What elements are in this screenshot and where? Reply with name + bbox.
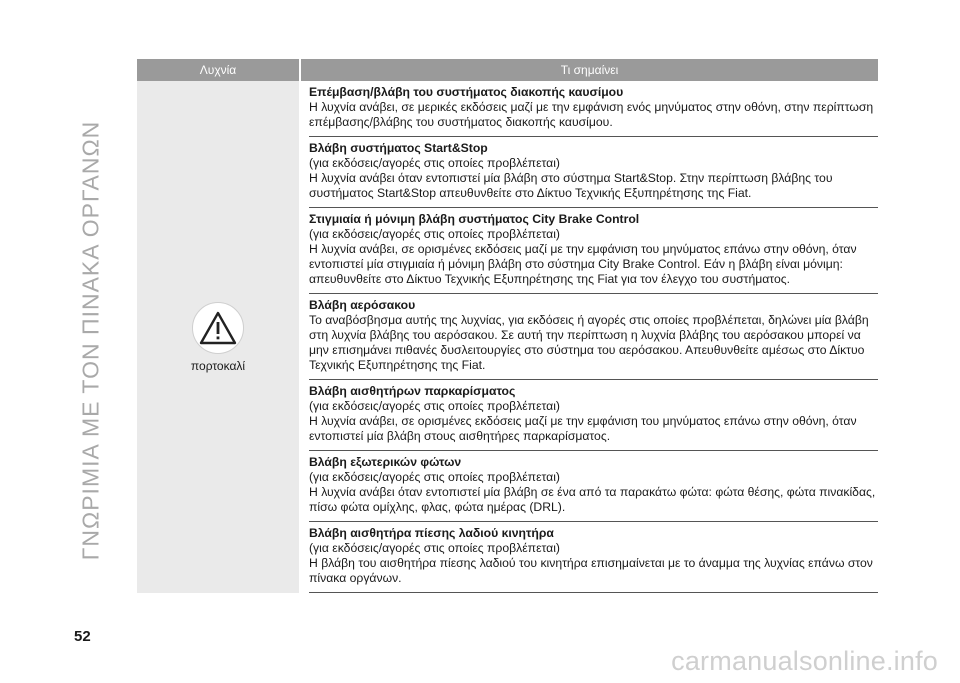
entry-note: (για εκδόσεις/αγορές στις οποίες προβλέπεται) (309, 541, 560, 555)
table-header (137, 59, 878, 81)
meaning-cell (299, 81, 878, 593)
entry (309, 294, 878, 380)
entry (309, 81, 878, 137)
lamp-color-label: πορτοκαλί (190, 358, 246, 373)
entry-text: Η βλάβη του αισθητήρα πίεσης λαδιού του κινητήρα επισημαίνεται με το άναμμα της λυχνίας επάνω στον πίνακα οργάνων. (309, 556, 873, 585)
side-chapter-title-text: ΓΝΩΡΙΜΙΑ ΜΕ ΤΟΝ ΠΙΝΑΚΑ ΟΡΓΑΝΩΝ (77, 120, 104, 560)
header-meaning: Τι σημαίνει (560, 63, 619, 77)
entry-note: (για εκδόσεις/αγορές στις οποίες προβλέπεται) (309, 156, 560, 170)
side-chapter-title (56, 40, 126, 640)
table-body (137, 81, 878, 593)
entry-note: (για εκδόσεις/αγορές στις οποίες προβλέπεται) (309, 227, 560, 241)
entry-title: Βλάβη αισθητήρων παρκαρίσματος (309, 384, 516, 398)
page-number: 52 (74, 628, 91, 645)
entry (309, 522, 878, 593)
entry-text: Η λυχνία ανάβει, σε μερικές εκδόσεις μαζί με την εμφάνιση ενός μηνύματος στην οθόνη, στην περίπτωση επέμβασης/βλάβης του συστήματος διακοπής καυσίμου. (309, 100, 874, 129)
entry (309, 137, 878, 208)
watermark: carmanualsonline.info (671, 646, 938, 676)
entry-title: Βλάβη συστήματος Start&Stop (309, 141, 488, 155)
warning-triangle-icon (192, 302, 244, 354)
entry (309, 380, 878, 451)
entry-title: Βλάβη αερόσακου (309, 298, 416, 312)
entry-text: Η λυχνία ανάβει, σε ορισμένες εκδόσεις μαζί με την εμφάνιση του μηνύματος επάνω στην οθόνη, όταν εντοπιστεί μία βλάβη στους αισθητήρες παρκαρίσματος. (309, 414, 857, 443)
entry-text: Η λυχνία ανάβει όταν εντοπιστεί μία βλάβη στο σύστημα Start&Stop. Στην περίπτωση βλάβης του συστήματος Start&Stop απευθυνθείτε στο Δίκτυο Τεχνικής Εξυπηρέτησης της Fiat. (309, 171, 833, 200)
entry-title: Στιγμιαία ή μόνιμη βλάβη συστήματος City Brake Control (309, 212, 640, 226)
lamp-cell (137, 81, 299, 593)
entry-note: (για εκδόσεις/αγορές στις οποίες προβλέπεται) (309, 470, 560, 484)
entry (309, 451, 878, 522)
entry-text: Η λυχνία ανάβει όταν εντοπιστεί μία βλάβη σε ένα από τα παρακάτω φώτα: φώτα θέσης, φώτα πινακίδας, πίσω φώτα ομίχλης, φλας, φώτα ημέρας (DRL). (309, 485, 876, 514)
header-lamp: Λυχνία (199, 63, 237, 77)
entry-title: Βλάβη αισθητήρα πίεσης λαδιού κινητήρα (309, 526, 554, 540)
entry-title: Επέμβαση/βλάβη του συστήματος διακοπής καυσίμου (309, 85, 624, 99)
entry-text: Το αναβόσβησμα αυτής της λυχνίας, για εκδόσεις ή αγορές στις οποίες προβλέπεται, δηλώνει μία βλάβη στη λυχνία βλάβης του αερόσακου. Σε αυτή την περίπτωση η λυχνία βλάβης του αερόσακου μπορεί να μην επισημάνει πιθανές δυσλειτουργίες στο σύστημα του αερόσακου. Απευθυνθείτε αμέσως στο Δίκτυο Τεχνικής Εξυπηρέτησης της Fiat. (309, 313, 869, 372)
warning-triangle-svg (198, 310, 238, 346)
entry-title: Βλάβη εξωτερικών φώτων (309, 455, 462, 469)
entry-text: Η λυχνία ανάβει, σε ορισμένες εκδόσεις μαζί με την εμφάνιση του μηνύματος επάνω στην οθόνη, όταν εντοπιστεί μία στιγμιαία ή μόνιμη βλάβη στο σύστημα City Brake Control. Εάν η βλάβη είναι μόνιμη: απευθυνθείτε στο Δίκτυο Τεχνικής Εξυπηρέτησης της Fiat για τον έλεγχο του συστήματος. (309, 242, 857, 286)
warning-lamp-table (137, 59, 878, 593)
entry (309, 208, 878, 294)
entry-note: (για εκδόσεις/αγορές στις οποίες προβλέπεται) (309, 399, 560, 413)
